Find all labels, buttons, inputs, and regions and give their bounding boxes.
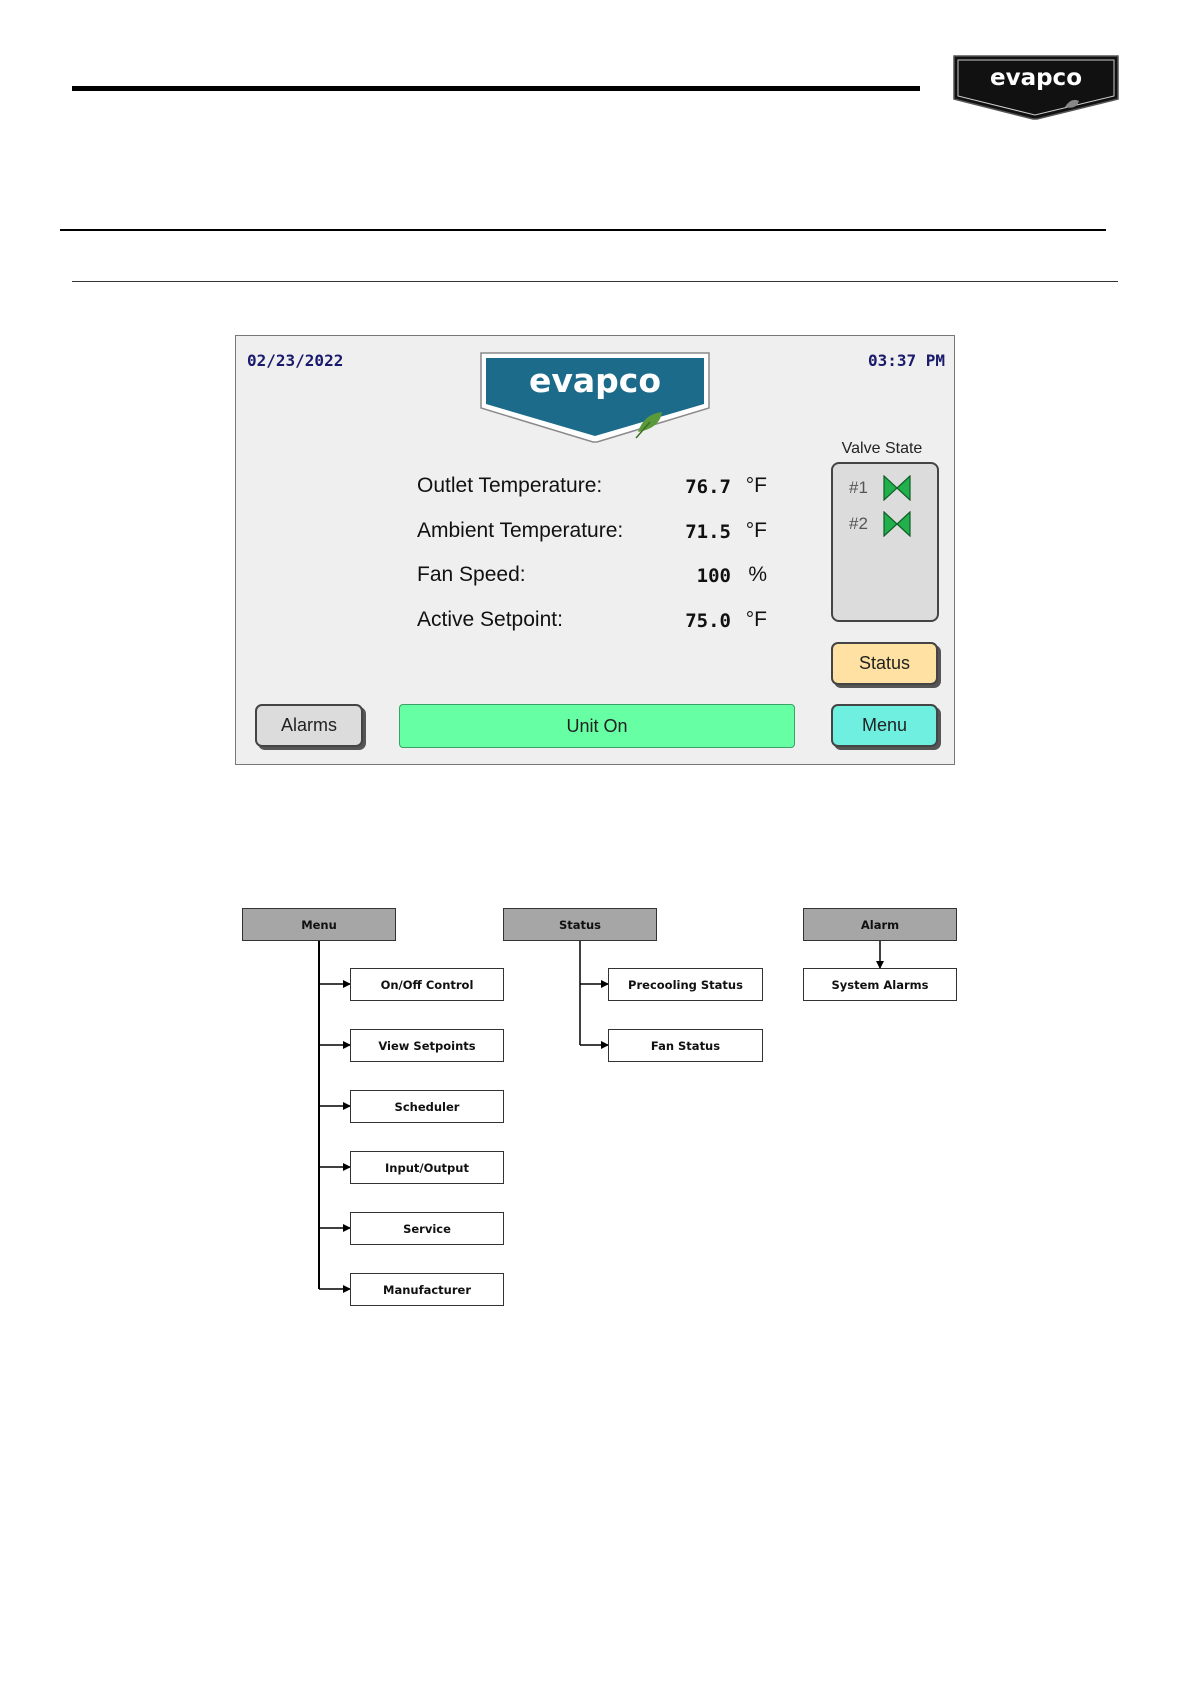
reading-unit: °F [745, 474, 767, 497]
valve-state-panel [831, 462, 939, 622]
readings-panel [417, 474, 767, 653]
tree-node-service: Service [350, 1212, 504, 1245]
tree-node-on-off-control: On/Off Control [350, 968, 504, 1001]
status-button[interactable]: Status [831, 642, 938, 685]
evapco-logo [953, 55, 1119, 121]
svg-text:evapco: evapco [528, 361, 662, 400]
reading-ambient-temperature [417, 519, 767, 564]
valve-row-1 [849, 474, 911, 502]
reading-unit: °F [745, 518, 767, 542]
reading-value: 71.5 [685, 520, 731, 543]
reading-value: 76.7 [685, 476, 731, 498]
unit-on-button[interactable]: Unit On [399, 704, 795, 748]
tree-node-alarm: Alarm [803, 908, 957, 941]
reading-outlet-temperature [417, 474, 767, 519]
reading-label: Ambient Temperature: [417, 518, 624, 542]
valve-label: #1 [849, 478, 868, 497]
header-rule [60, 229, 1106, 231]
reading-label: Outlet Temperature: [417, 474, 603, 497]
valve-label: #2 [849, 514, 868, 533]
tree-node-view-setpoints: View Setpoints [350, 1029, 504, 1062]
svg-text:evapco: evapco [989, 65, 1083, 91]
reading-active-setpoint [417, 608, 767, 653]
header-rule-thick [72, 86, 920, 91]
time-display: 03:37 PM [867, 351, 945, 370]
tree-node-status: Status [503, 908, 657, 941]
tree-node-fan-status: Fan Status [608, 1029, 763, 1062]
reading-label: Active Setpoint: [417, 608, 563, 632]
menu-button[interactable]: Menu [831, 704, 938, 747]
reading-value: 100 [696, 565, 731, 588]
reading-unit: % [748, 563, 767, 587]
evapco-logo [480, 352, 710, 444]
hmi-screen [235, 335, 955, 765]
reading-fan-speed [417, 563, 767, 608]
alarms-button[interactable]: Alarms [255, 704, 363, 747]
valve-icon [883, 511, 911, 537]
date-display: 02/23/2022 [247, 351, 344, 370]
header-rule-thin [72, 281, 1118, 282]
tree-node-precooling-status: Precooling Status [608, 968, 763, 1001]
valve-row-2 [849, 510, 911, 538]
tree-node-menu: Menu [242, 908, 396, 941]
reading-value: 75.0 [685, 610, 731, 633]
valve-state-title: Valve State [841, 440, 923, 457]
reading-unit: °F [745, 608, 767, 632]
reading-label: Fan Speed: [417, 563, 526, 587]
tree-node-manufacturer: Manufacturer [350, 1273, 504, 1306]
tree-node-system-alarms: System Alarms [803, 968, 957, 1001]
tree-node-input-output: Input/Output [350, 1151, 504, 1184]
tree-node-scheduler: Scheduler [350, 1090, 504, 1123]
valve-icon [883, 475, 911, 501]
